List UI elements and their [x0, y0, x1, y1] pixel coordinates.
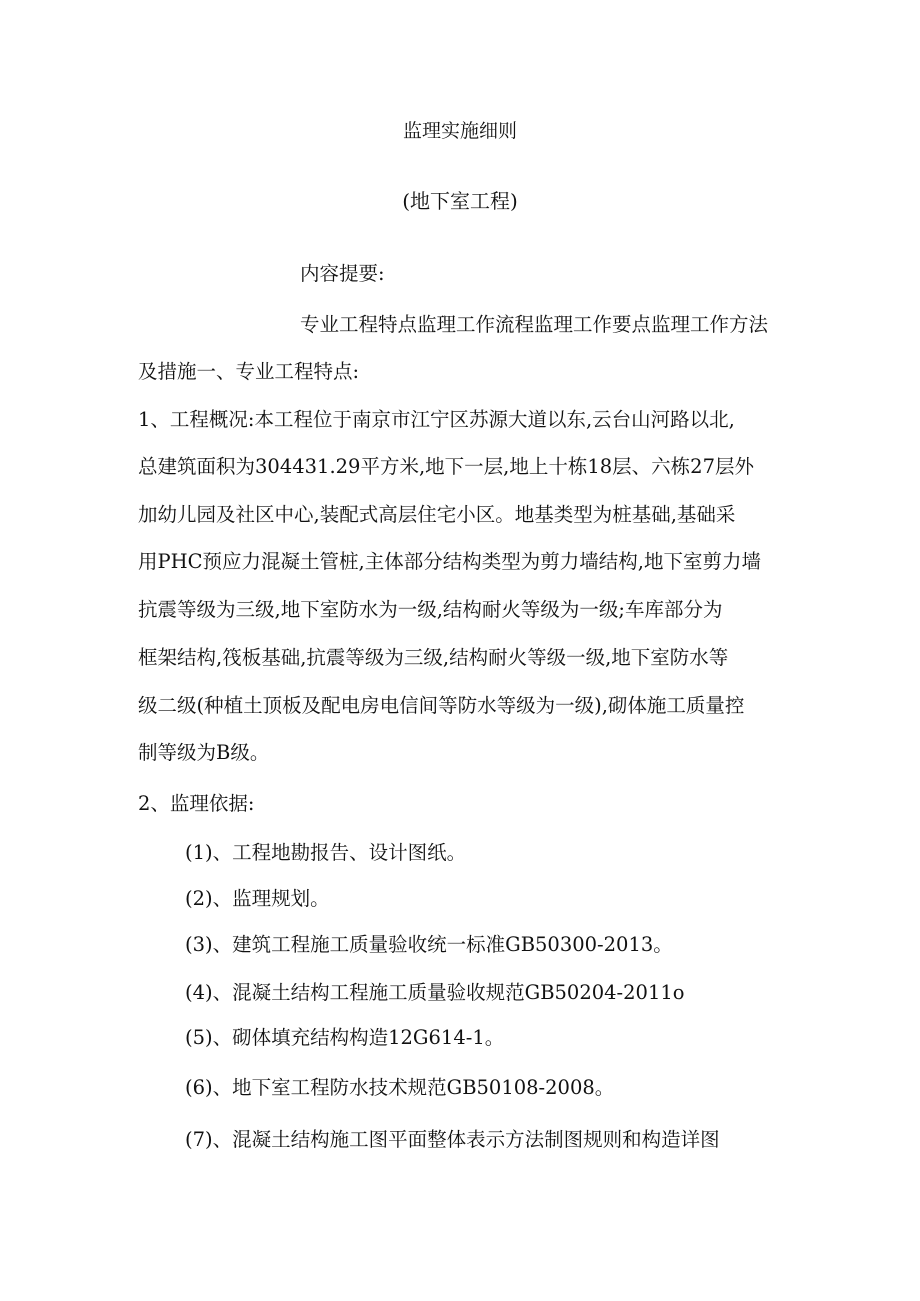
- basis-item: (1)、工程地勘报告、设计图纸。: [185, 841, 467, 864]
- overview-line: 加幼儿园及社区中心,装配式高层住宅小区。地基类型为桩基础,基础采: [138, 503, 736, 526]
- basis-item: (5)、砌体填充结构构造12G614-1。: [185, 1026, 505, 1049]
- basis-item: (4)、混凝土结构工程施工质量验收规范GB50204-2011o: [185, 981, 685, 1004]
- overview-line: 抗震等级为三级,地下室防水为一级,结构耐火等级为一级;车库部分为: [138, 598, 723, 621]
- basis-heading: 2、监理依据:: [138, 792, 255, 815]
- overview-line: 框架结构,筏板基础,抗震等级为三级,结构耐火等级一级,地下室防水等: [138, 646, 729, 669]
- summary-line: 专业工程特点监理工作流程监理工作要点监理工作方法: [300, 313, 769, 336]
- overview-line: 1、工程概况:本工程位于南京市江宁区苏源大道以东,云台山河路以北,: [138, 408, 735, 431]
- overview-line: 制等级为B级。: [138, 741, 270, 764]
- document-subtitle: (地下室工程): [402, 189, 518, 213]
- basis-item: (7)、混凝土结构施工图平面整体表示方法制图规则和构造详图: [185, 1128, 720, 1151]
- document-title: 监理实施细则: [402, 120, 517, 142]
- overview-line: 级二级(种植土顶板及配电房电信间等防水等级为一级),砌体施工质量控: [138, 694, 745, 717]
- overview-line: 用PHC预应力混凝土管桩,主体部分结构类型为剪力墙结构,地下室剪力墙: [138, 550, 761, 573]
- basis-item: (2)、监理规划。: [185, 887, 330, 910]
- overview-line: 总建筑面积为304431.29平方米,地下一层,地上十栋18层、六栋27层外: [138, 455, 754, 478]
- summary-label: 内容提要:: [300, 262, 385, 285]
- basis-item: (3)、建筑工程施工质量验收统一标准GB50300-2013。: [185, 933, 673, 956]
- summary-line: 及措施一、专业工程特点:: [138, 360, 360, 383]
- basis-item: (6)、地下室工程防水技术规范GB50108-2008。: [185, 1076, 615, 1099]
